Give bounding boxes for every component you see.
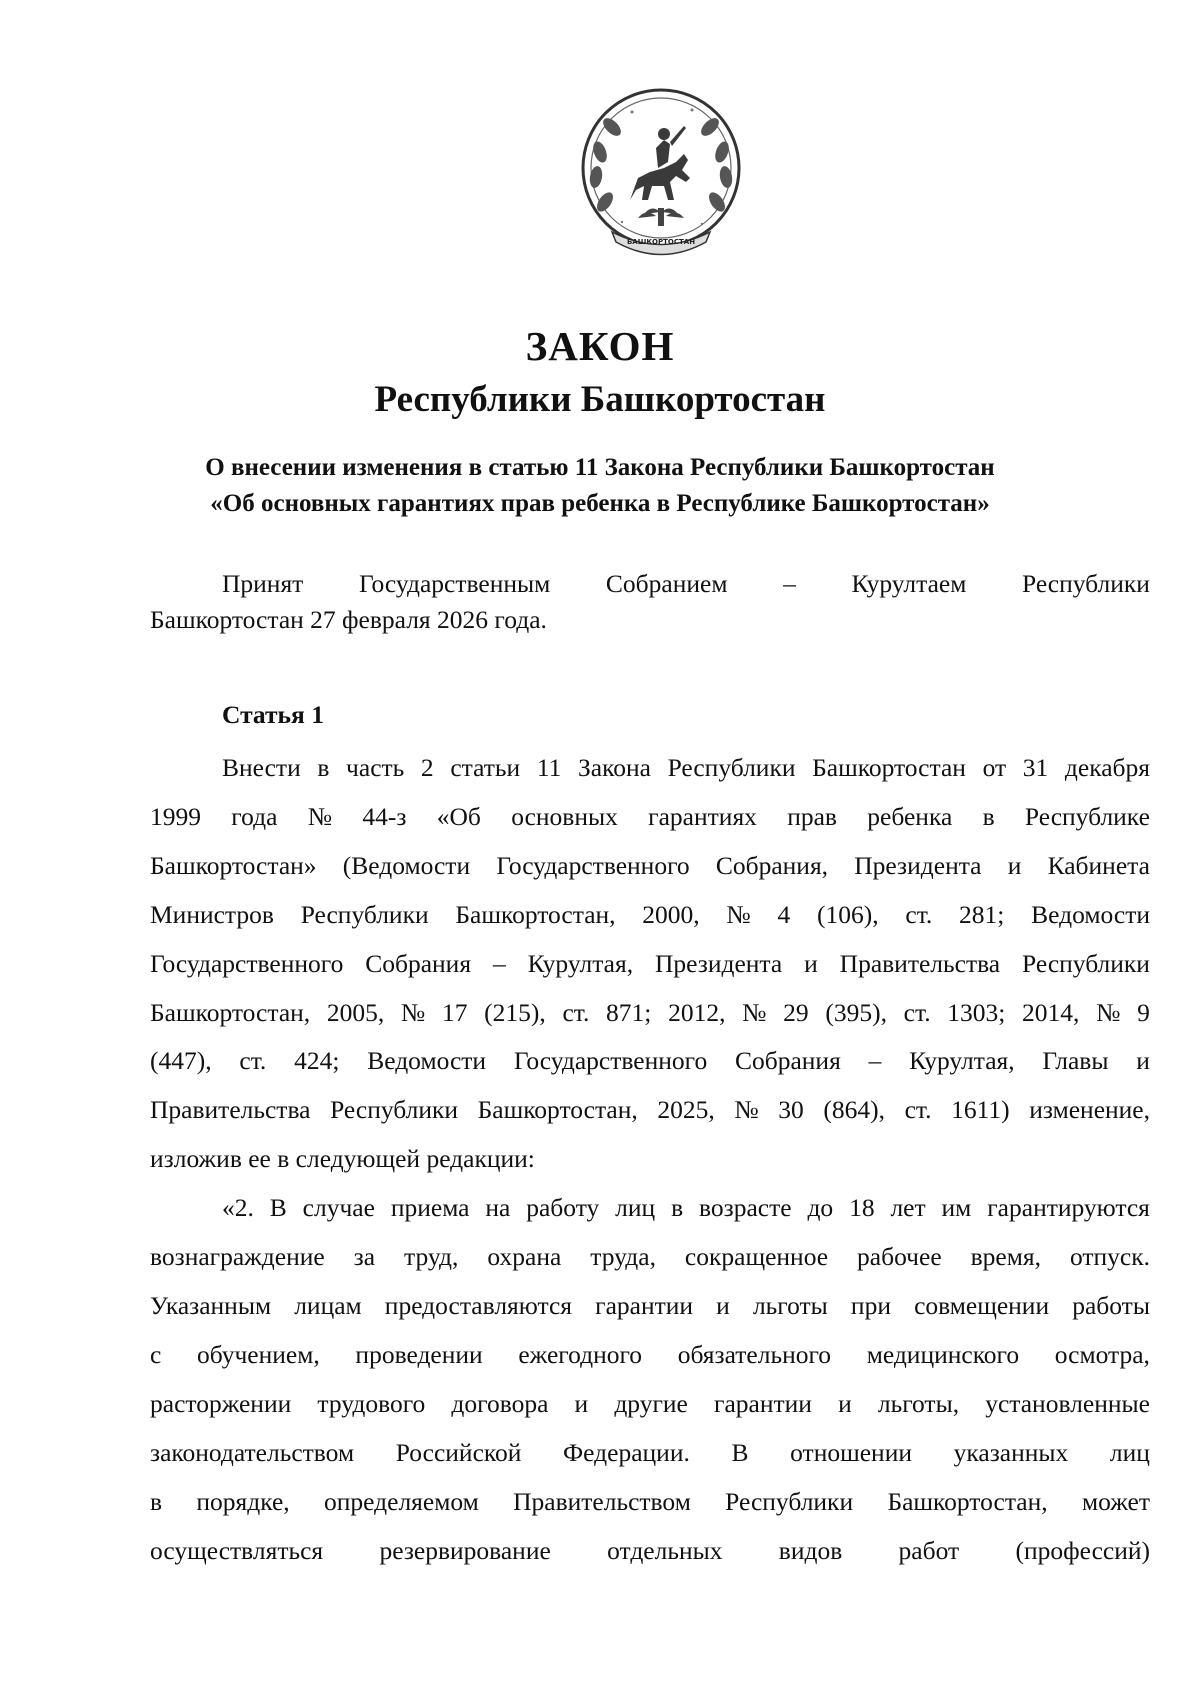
word: № xyxy=(400,997,426,1027)
word: труд, xyxy=(404,1242,459,1272)
word: и xyxy=(1007,850,1022,880)
word: на xyxy=(485,1193,511,1223)
word: в xyxy=(317,753,330,782)
word: гарантии xyxy=(595,1290,694,1320)
word: Курултая, xyxy=(527,948,634,978)
quoted-paragraph-line xyxy=(150,1184,1150,1233)
word: установленные xyxy=(985,1388,1150,1418)
word: Ведомости xyxy=(367,1046,487,1076)
word: Республике xyxy=(1024,801,1150,831)
word: 1303; xyxy=(947,997,1006,1027)
word: при xyxy=(850,1290,891,1320)
word: обязательного xyxy=(677,1339,832,1369)
word: определяемом xyxy=(324,1486,479,1516)
word: до xyxy=(807,1193,834,1223)
word: Республики xyxy=(1022,948,1150,978)
word: (864), xyxy=(823,1095,885,1125)
word: Собранием xyxy=(605,569,728,598)
word: Башкортостан, xyxy=(455,899,616,929)
word: 11 xyxy=(536,753,562,782)
word: видов xyxy=(778,1535,843,1565)
word: и xyxy=(574,1388,589,1418)
word: лицам xyxy=(294,1290,362,1320)
word: и xyxy=(804,948,818,978)
word: Правительства xyxy=(150,1095,311,1125)
word: Республики xyxy=(300,899,429,929)
word: может xyxy=(1081,1486,1150,1516)
word: Внести xyxy=(222,753,301,782)
word: 2005, xyxy=(326,997,385,1027)
word: с xyxy=(150,1339,162,1369)
word: и xyxy=(1136,1046,1150,1076)
article-line xyxy=(150,793,1150,842)
word: отношении xyxy=(790,1437,912,1467)
coat-of-arms-icon xyxy=(572,82,750,260)
word: в xyxy=(150,1486,163,1516)
article-title: Статья 1 xyxy=(222,700,324,729)
article-line xyxy=(150,1086,1150,1135)
word: ст. xyxy=(239,1046,267,1076)
word: гарантии xyxy=(714,1388,812,1418)
quoted-paragraph-line xyxy=(150,1429,1150,1478)
word: законодательством xyxy=(150,1437,355,1467)
word: № xyxy=(307,801,333,831)
quoted-paragraph-line xyxy=(150,1527,1150,1576)
word: 424; xyxy=(294,1046,340,1076)
word: Ведомости xyxy=(1031,899,1150,929)
word: порядке, xyxy=(196,1486,290,1516)
word: «Об xyxy=(436,801,481,831)
word: Собрания xyxy=(734,1046,841,1076)
word: отпуск. xyxy=(1069,1242,1150,1272)
word: вознаграждение xyxy=(150,1242,325,1272)
word: работ xyxy=(898,1535,960,1565)
word: резервирование xyxy=(379,1535,551,1565)
word: часть xyxy=(346,753,405,782)
word: изменение, xyxy=(1029,1095,1150,1125)
word: медицинского xyxy=(866,1339,1020,1369)
word: возрасте xyxy=(699,1193,792,1223)
word: Собрания, xyxy=(715,850,829,880)
word: осмотра, xyxy=(1054,1339,1150,1369)
word: (395), xyxy=(825,997,887,1027)
article-line xyxy=(150,842,1150,891)
word: Указанным xyxy=(150,1290,272,1320)
document-title: ЗАКОН xyxy=(525,323,675,369)
word: Государственного xyxy=(150,948,344,978)
word: ст. xyxy=(903,997,931,1027)
word: Башкортостан xyxy=(812,753,966,782)
word: 2014, xyxy=(1022,997,1080,1027)
article-line xyxy=(150,989,1150,1038)
word: 30 xyxy=(778,1095,804,1125)
word: ежегодного xyxy=(518,1339,643,1369)
article-line xyxy=(150,1037,1150,1086)
word: Государственного xyxy=(513,1046,708,1076)
word: прав xyxy=(787,801,837,831)
word: охрана xyxy=(487,1242,562,1272)
word: (Ведомости xyxy=(342,850,471,880)
word: случае xyxy=(302,1193,375,1223)
word: 1999 xyxy=(150,801,201,831)
word: – xyxy=(868,1046,882,1076)
word: ребенка xyxy=(867,801,953,831)
word: предоставляются xyxy=(384,1290,573,1320)
word: работу xyxy=(526,1193,600,1223)
ribbon-text: БАШКОРТОСТАН xyxy=(626,238,696,246)
word: Правительства xyxy=(839,948,1001,978)
word: 281; xyxy=(959,899,1005,929)
word: Президента xyxy=(854,850,982,880)
word: и xyxy=(716,1290,730,1320)
word: № xyxy=(726,899,751,929)
word: другие xyxy=(614,1388,688,1418)
word: 2025, xyxy=(657,1095,715,1125)
word: Правительством xyxy=(513,1486,691,1516)
quoted-paragraph-line xyxy=(150,1478,1150,1527)
word: Государственным xyxy=(358,569,551,598)
word: № xyxy=(1096,997,1121,1027)
word: Республики xyxy=(667,753,796,782)
word: и xyxy=(838,1388,852,1418)
word: льготы, xyxy=(877,1388,960,1418)
word: статьи xyxy=(450,753,521,782)
word: Башкортостан, xyxy=(887,1486,1048,1516)
word: проведении xyxy=(355,1339,483,1369)
article-line xyxy=(150,744,1150,793)
word: работы xyxy=(1072,1290,1150,1320)
word: Республики xyxy=(725,1486,854,1516)
word: Республики xyxy=(1022,569,1150,598)
word: гарантируются xyxy=(987,1193,1150,1223)
word: обучением, xyxy=(196,1339,320,1369)
word: Республики xyxy=(330,1095,459,1125)
word: В xyxy=(731,1437,749,1467)
word: Башкортостан» xyxy=(150,850,317,880)
word: рабочее xyxy=(857,1242,942,1272)
word: расторжении xyxy=(150,1388,292,1418)
word: Закона xyxy=(578,753,651,782)
document-subtitle: Республики Башкортостан xyxy=(374,379,826,420)
word: в xyxy=(982,801,995,831)
word: Курултаем xyxy=(851,569,967,598)
article-line xyxy=(150,891,1150,940)
quoted-paragraph-line xyxy=(150,1233,1150,1282)
word: 31 xyxy=(1022,753,1049,782)
word: 44-з xyxy=(362,801,407,831)
word: сокращенное xyxy=(684,1242,829,1272)
word: им xyxy=(941,1193,972,1223)
word: за xyxy=(353,1242,376,1272)
word: 9 xyxy=(1137,997,1150,1027)
word: осуществляться xyxy=(150,1535,324,1565)
word: лиц xyxy=(615,1193,656,1223)
word: № xyxy=(742,997,767,1027)
word: в xyxy=(671,1193,684,1223)
word: время, xyxy=(970,1242,1041,1272)
article-line xyxy=(150,1135,1150,1184)
word: 2000, xyxy=(642,899,700,929)
word: – xyxy=(783,569,796,598)
word: 29 xyxy=(783,997,809,1027)
word: 2012, xyxy=(668,997,726,1027)
word: № xyxy=(734,1095,759,1125)
word: льготы xyxy=(752,1290,828,1320)
word: «2. xyxy=(222,1193,254,1223)
adoption-line-1 xyxy=(150,566,1150,602)
law-heading-line-2: «Об основных гарантиях прав ребенка в Республике Башкортостан» xyxy=(210,490,990,517)
word: – xyxy=(492,948,506,978)
word: (215), xyxy=(484,997,546,1027)
quoted-paragraph-line xyxy=(150,1282,1150,1331)
word: Главы xyxy=(1042,1046,1109,1076)
word: 871; xyxy=(606,997,652,1027)
word: ст. xyxy=(905,899,933,929)
word: лиц xyxy=(1109,1437,1150,1467)
word: от xyxy=(982,753,1007,782)
word: договора xyxy=(451,1388,549,1418)
word: (106), xyxy=(817,899,879,929)
word: Башкортостан, xyxy=(150,997,311,1027)
word: Российской xyxy=(395,1437,522,1467)
word: декабря xyxy=(1064,753,1150,782)
law-heading-line-1: О внесении изменения в статью 11 Закона Республики Башкортостан xyxy=(205,454,995,481)
word: Президента xyxy=(654,948,783,978)
word: 2 xyxy=(420,753,434,782)
word: 18 xyxy=(849,1193,875,1223)
word: 1611) xyxy=(951,1095,1010,1125)
word: 17 xyxy=(441,997,468,1027)
word: труда, xyxy=(590,1242,656,1272)
word: Принят xyxy=(222,569,304,598)
word: указанных xyxy=(953,1437,1069,1467)
word: изложив ее в следующей редакции: xyxy=(150,1144,535,1174)
word: лет xyxy=(890,1193,926,1223)
word: года xyxy=(231,801,278,831)
word: отдельных xyxy=(607,1535,723,1565)
word: Башкортостан, xyxy=(477,1095,638,1125)
word: Федерации. xyxy=(563,1437,690,1467)
word: совмещении xyxy=(914,1290,1050,1320)
article-line xyxy=(150,940,1150,989)
word: гарантиях xyxy=(648,801,757,831)
word: Собрания xyxy=(365,948,472,978)
word: Кабинета xyxy=(1047,850,1150,880)
adoption-line-2: Башкортостан 27 февраля 2026 года. xyxy=(150,605,547,634)
word: 4 xyxy=(777,899,791,929)
adoption-statement xyxy=(150,566,1150,638)
word: ст. xyxy=(904,1095,932,1125)
word: трудового xyxy=(317,1388,426,1418)
word: В xyxy=(269,1193,287,1223)
word: (447), xyxy=(150,1046,212,1076)
word: (профессий) xyxy=(1015,1535,1150,1565)
article-body xyxy=(150,744,1150,1575)
quoted-paragraph-line xyxy=(150,1331,1150,1380)
word: Министров xyxy=(150,899,274,929)
word: Государственного xyxy=(496,850,690,880)
word: приема xyxy=(390,1193,470,1223)
word: основных xyxy=(511,801,618,831)
word: Курултая, xyxy=(909,1046,1015,1076)
quoted-paragraph-line xyxy=(150,1380,1150,1429)
word: ст. xyxy=(562,997,590,1027)
